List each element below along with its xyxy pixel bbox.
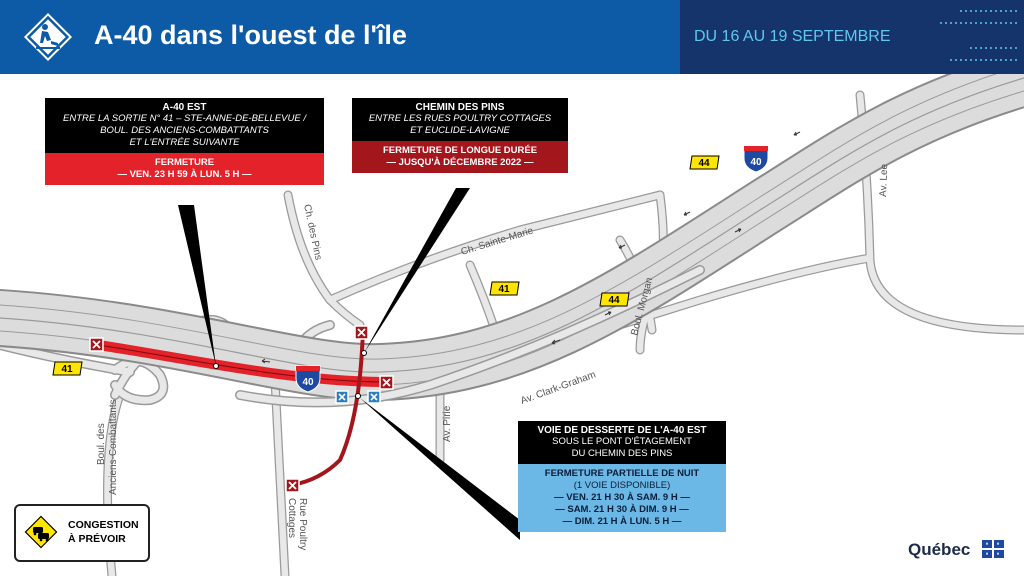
congestion-legend — [14, 504, 150, 562]
svg-text:44: 44 — [608, 295, 620, 306]
callout-line: ET EUCLIDE-LAVIGNE — [410, 125, 510, 136]
closure-x-icon — [286, 479, 299, 492]
header-date-bar — [680, 0, 1024, 74]
label-ch-sainte-marie: Ch. Sainte-Marie — [459, 225, 535, 258]
callout-description — [45, 113, 324, 153]
closure-type: FERMETURE — [154, 157, 215, 168]
svg-text:40: 40 — [750, 157, 762, 168]
exit-41-shield-left — [53, 362, 82, 375]
callout-line: ENTRE LA SORTIE N° 41 – STE-ANNE-DE-BELLEVUE / — [63, 113, 306, 124]
svg-text:44: 44 — [698, 158, 710, 169]
closure-type: FERMETURE DE LONGUE DURÉE — [382, 145, 538, 156]
callout-chemin-des-pins — [352, 98, 568, 173]
closure-time: — DIM. 21 H À LUN. 5 H — — [562, 516, 682, 527]
callout-title: VOIE DE DESSERTE DE L'A-40 EST — [537, 425, 707, 436]
exit-44-shield-mid — [600, 293, 629, 306]
exit-44-shield-top — [690, 156, 719, 169]
header — [0, 0, 1024, 74]
label-ch-des-pins: Ch. des Pins — [301, 203, 324, 262]
label-boul-anciens-1: Boul. des — [96, 423, 107, 465]
closure-time: — VEN. 23 H 59 À LUN. 5 H — — [117, 169, 252, 180]
callout-line: BOUL. DES ANCIENS-COMBATTANTS — [100, 125, 269, 136]
callout-line: SOUS LE PONT D'ÉTAGEMENT — [552, 436, 692, 447]
legend-line: À PRÉVOIR — [68, 533, 126, 545]
closure-time: — VEN. 21 H 30 À SAM. 9 H — — [554, 492, 690, 503]
label-boul-morgan: Boul. Morgan — [629, 276, 656, 337]
closure-x-icon — [90, 338, 103, 351]
closure-time: — SAM. 21 H 30 À DIM. 9 H — — [555, 504, 689, 515]
callout-pointer-pins — [364, 188, 470, 353]
dotted-lines-decoration — [910, 6, 1020, 66]
svg-text:41: 41 — [61, 364, 73, 375]
closure-time: — JUSQU'À DÉCEMBRE 2022 — — [386, 157, 534, 168]
a40-shield-top — [744, 146, 768, 172]
svg-text:40: 40 — [302, 377, 314, 388]
closure-band — [45, 153, 324, 185]
header-title-bar — [0, 0, 680, 74]
callout-line: DU CHEMIN DES PINS — [571, 448, 673, 459]
quebec-flag-icon — [982, 540, 1004, 558]
traffic-jam-icon — [23, 514, 59, 550]
label-av-clark-graham: Av. Clark-Graham — [519, 369, 598, 407]
label-av-lee: Av. Lee — [878, 163, 891, 198]
quebec-logo: Québec — [908, 540, 971, 559]
closure-band — [352, 141, 568, 173]
callout-title: A-40 EST — [162, 102, 207, 113]
callout-line: ENTRE LES RUES POULTRY COTTAGES — [368, 113, 552, 124]
date-range: DU 16 AU 19 SEPTEMBRE — [694, 28, 891, 45]
label-boul-anciens-2: Anciens-Combattants — [108, 399, 119, 495]
label-av-pirie: Av. Pirie — [442, 405, 453, 442]
closure-x-icon — [355, 326, 368, 339]
callout-line: ET L'ENTRÉE SUIVANTE — [129, 137, 240, 148]
closure-x-icon — [380, 376, 393, 389]
label-rue-poultry-2: Cottages — [286, 498, 297, 539]
legend-line: CONGESTION — [68, 519, 139, 531]
callout-a40-est — [45, 98, 324, 185]
legend-label — [68, 518, 139, 546]
partial-closure-x-icon — [368, 391, 380, 403]
roadwork-worker-icon — [18, 7, 78, 67]
page-title: A-40 dans l'ouest de l'île — [94, 20, 407, 50]
exit-41-shield-mid — [490, 282, 519, 295]
callout-description — [518, 436, 726, 464]
label-rue-poultry-1: Rue Poultry — [297, 498, 308, 551]
callout-voie-desserte — [518, 421, 726, 532]
closure-lanes: (1 VOIE DISPONIBLE) — [573, 480, 671, 491]
closure-type: FERMETURE PARTIELLE DE NUIT — [544, 468, 700, 479]
partial-closure-band — [518, 464, 726, 532]
partial-closure-x-icon — [336, 391, 348, 403]
callout-description — [352, 113, 568, 141]
callout-title: CHEMIN DES PINS — [415, 102, 505, 113]
svg-text:41: 41 — [498, 284, 510, 295]
